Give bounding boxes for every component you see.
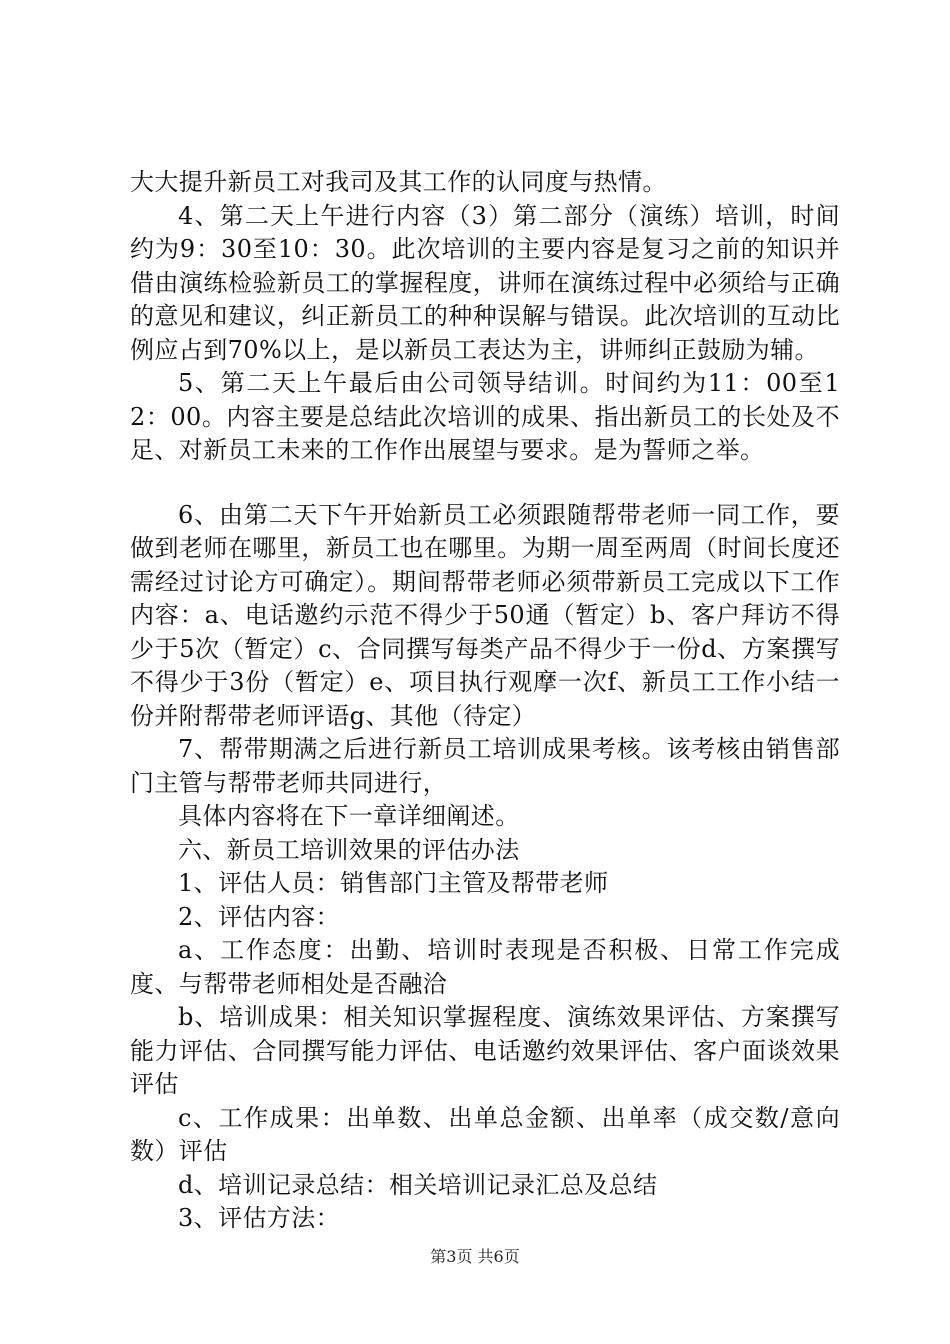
- paragraph-item-5: 5、第二天上午最后由公司领导结训。时间约为11：00至12：00。内容主要是总结此次培训的成果、指出新员工的长处及不足、对新员工未来的工作作出展望与要求。是为誓师之举。: [130, 369, 840, 464]
- paragraph-eval-content: 2、评估内容：: [178, 902, 341, 931]
- paragraph-continuation: 大大提升新员工对我司及其工作的认同度与热情。: [130, 168, 667, 196]
- paragraph-eval-method: 3、评估方法：: [178, 1204, 341, 1232]
- paragraph-item-4: 4、第二天上午进行内容（3）第二部分（演练）培训，时间约为9：30至10：30。此次培训的主要内容是复习之前的知识并借由演练检验新员工的掌握程度，讲师在演练过程中必须给与正确的意见和建议，纠正新员工的种种误解与错误。此次培训的互动比例应占到70%以上，是以新员工表达为主，讲师纠正鼓励为辅。: [130, 201, 840, 364]
- paragraph-eval-d: d、培训记录总结：相关培训记录汇总及总结: [178, 1170, 658, 1199]
- page-footer: 第3页 共6页: [430, 1247, 520, 1266]
- paragraph-item-7-cont: 具体内容将在下一章详细阐述。: [178, 802, 520, 830]
- paragraph-item-7: 7、帮带期满之后进行新员工培训成果考核。该考核由销售部门主管与帮带老师共同进行，: [130, 735, 840, 797]
- paragraph-eval-b: b、培训成果：相关知识掌握程度、演练效果评估、方案撰写能力评估、合同撰写能力评估、电话邀约效果评估、客户面谈效果评估: [130, 1003, 840, 1098]
- paragraph-eval-c: c、工作成果：出单数、出单总金额、出单率（成交数/意向数）评估: [130, 1103, 840, 1165]
- paragraph-eval-staff: 1、评估人员：销售部门主管及帮带老师: [178, 869, 609, 897]
- paragraph-eval-a: a、工作态度：出勤、培训时表现是否积极、日常工作完成度、与帮带老师相处是否融洽: [130, 936, 840, 998]
- paragraph-item-6: 6、由第二天下午开始新员工必须跟随帮带老师一同工作，要做到老师在哪里，新员工也在哪里。为期一周至两周（时间长度还需经过讨论方可确定）。期间帮带老师必须带新员工完成以下工作内容：a、电话邀约示范不得少于50通（暂定）b、客户拜访不得少于5次（暂定）c、合同撰写每类产品不得少于一份d、方案撰写不得少于3份（暂定）e、项目执行观摩一次f、新员工工作小结一份并附帮带老师评语g、其他（待定）: [130, 500, 840, 730]
- document-body: [130, 166, 840, 1236]
- section-heading-six: 六、新员工培训效果的评估办法: [178, 835, 520, 864]
